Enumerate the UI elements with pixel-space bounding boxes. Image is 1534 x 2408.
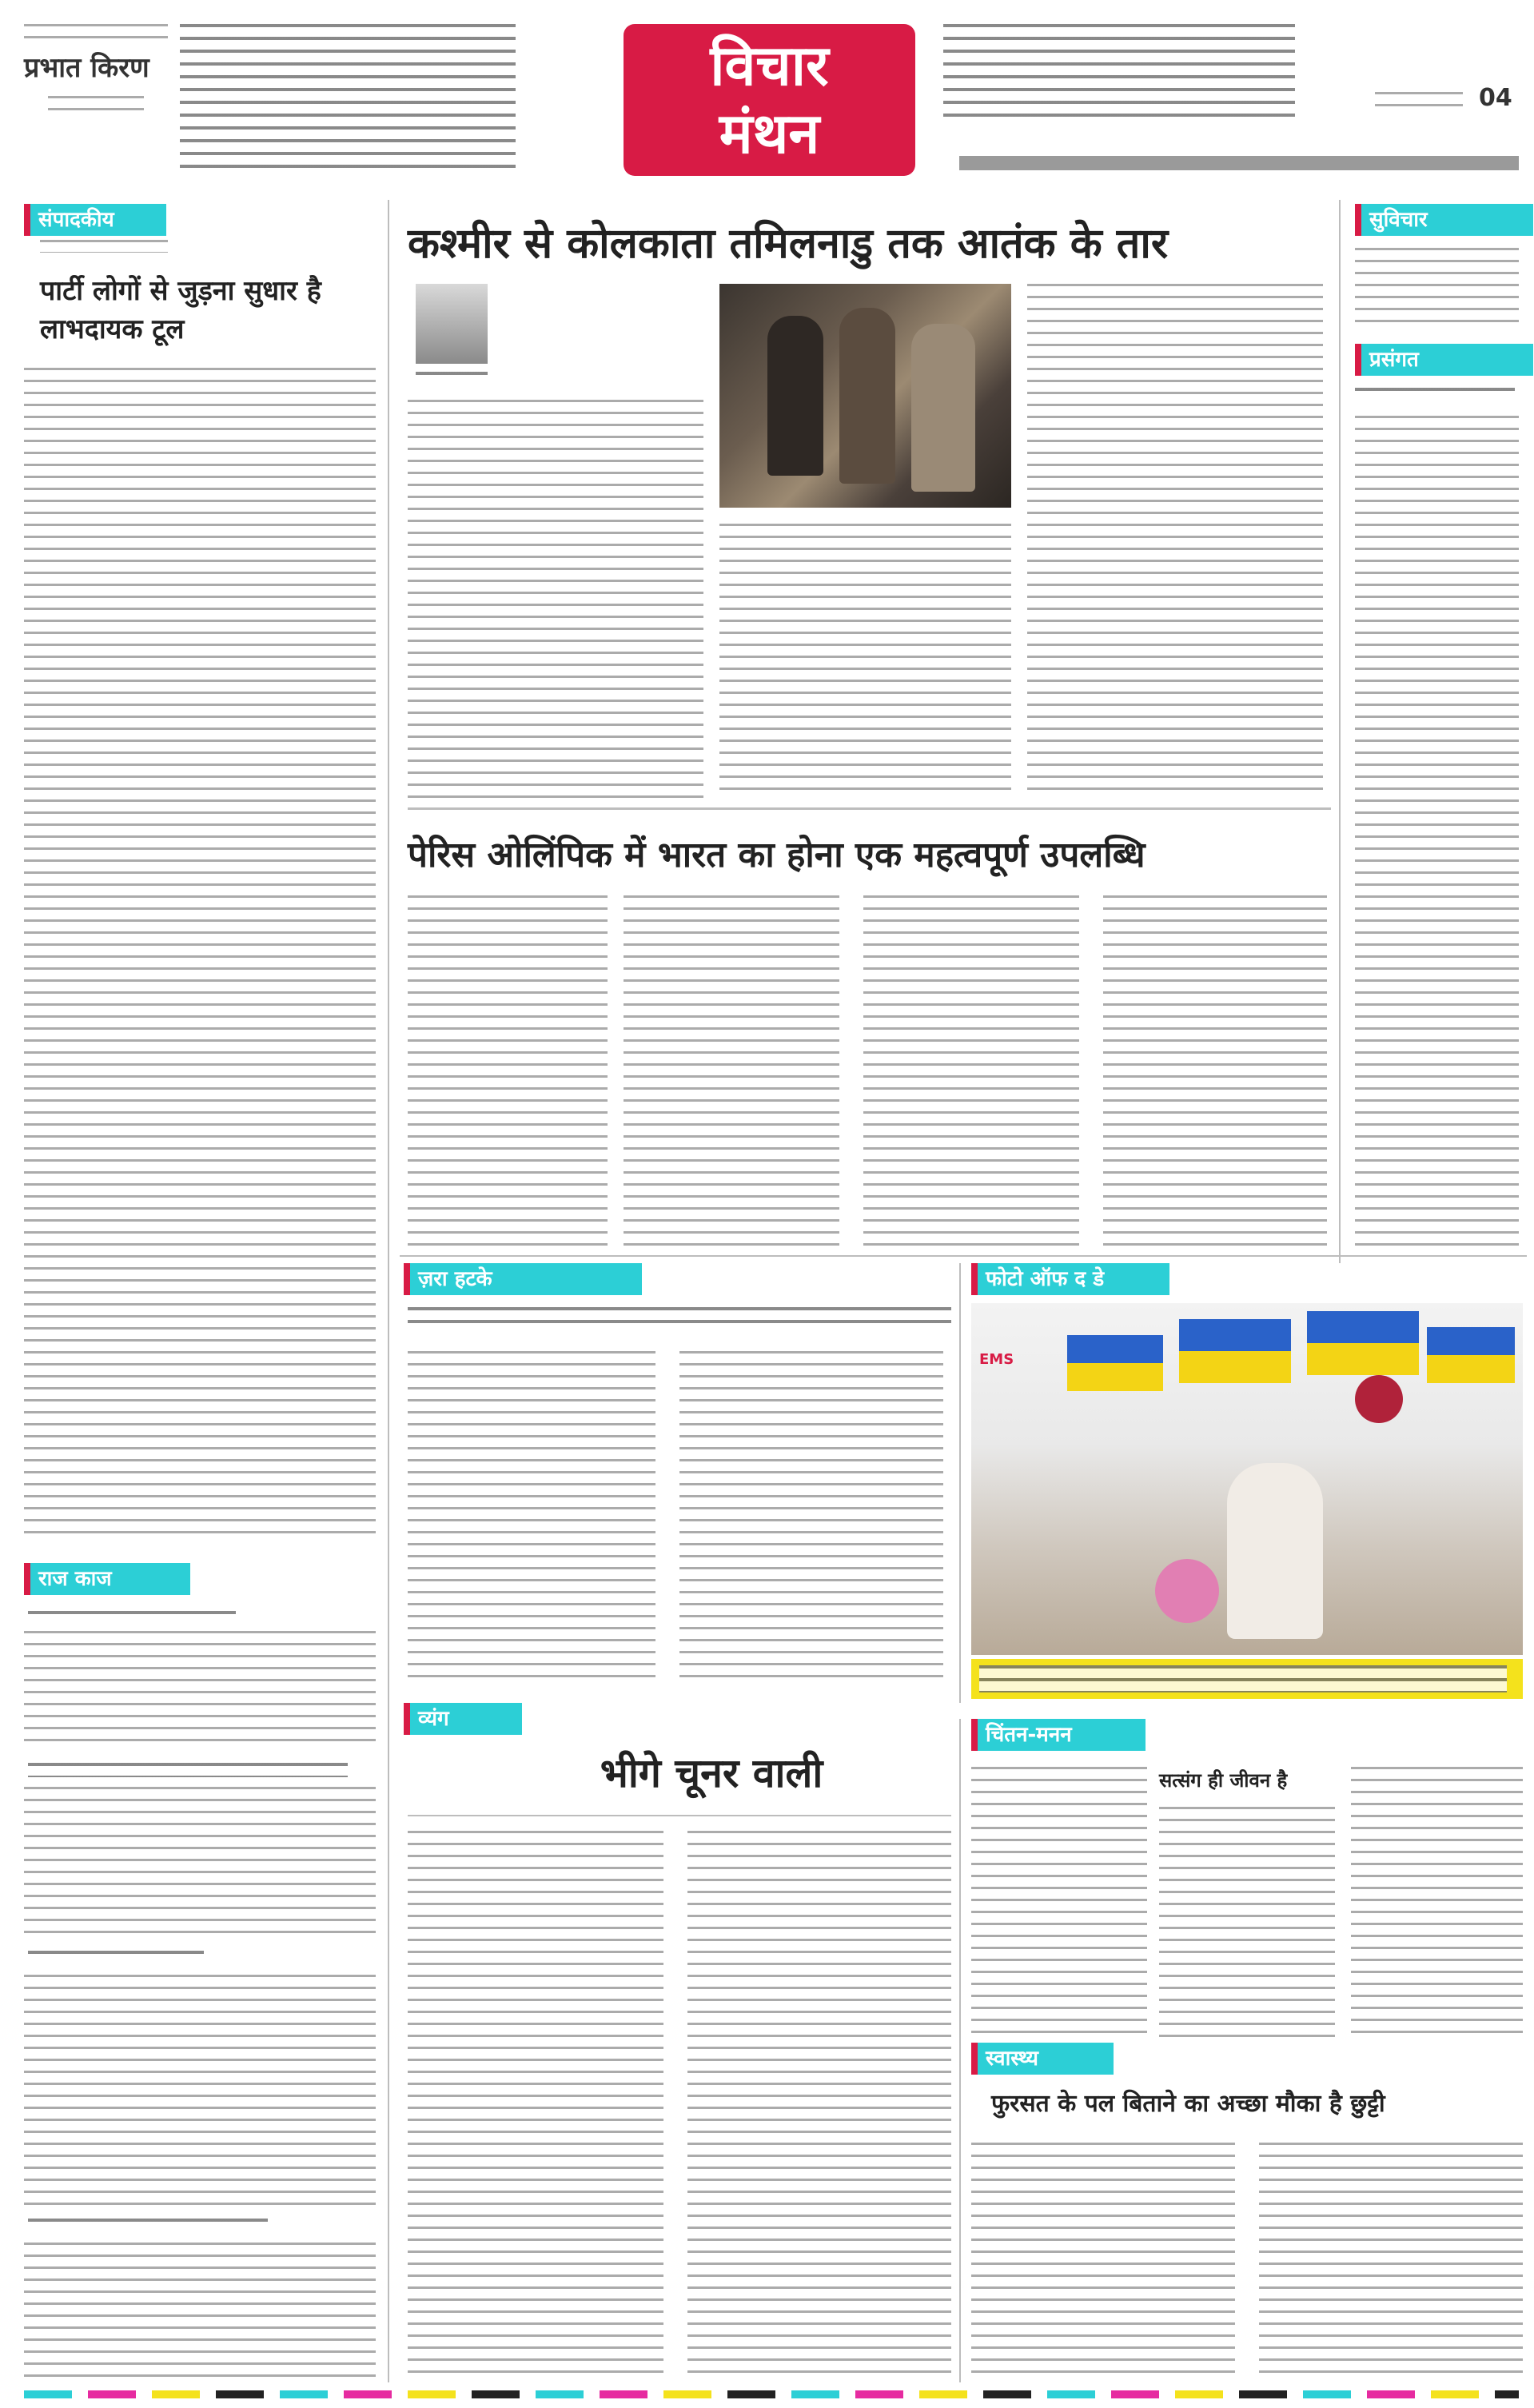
raj-kaaj-body-1 <box>24 1631 376 1751</box>
swasthya-headline: फुरसत के पल बिताने का अच्छा मौका है छुट्टी <box>991 2090 1385 2118</box>
chintan-body-2 <box>1159 1807 1335 2039</box>
zara-hatke-body-1 <box>408 1351 655 1687</box>
main-body-col-2 <box>719 524 1011 799</box>
roses <box>1355 1375 1403 1423</box>
author-photo <box>416 284 488 364</box>
section-tag-vyang: व्यंग <box>404 1703 522 1735</box>
raj-kaaj-subhead-3 <box>28 1951 204 1963</box>
photo-figure-1 <box>767 316 823 476</box>
flag-2 <box>1179 1319 1291 1383</box>
paper-name: प्रभात किरण <box>24 52 149 84</box>
suvichar-body <box>1355 248 1519 328</box>
flag-4 <box>1427 1327 1515 1383</box>
section-tag-photo-of-day: फोटो ऑफ द डे <box>971 1263 1169 1295</box>
logo-line-2: मंथन <box>719 101 820 166</box>
masthead-tagline-block <box>24 24 168 40</box>
raj-kaaj-body-4 <box>24 2243 376 2378</box>
main-story-bottom-rule <box>408 807 1331 810</box>
raj-kaaj-body-2 <box>24 1787 376 1939</box>
left-column-divider <box>388 200 389 2382</box>
second-headline: पेरिस ओलिंपिक में भारत का होना एक महत्वपूर्ण उपलब्धि <box>408 835 1146 875</box>
page-number: 04 <box>1479 84 1512 112</box>
swasthya-body-2 <box>1259 2143 1523 2382</box>
section-tag-prasangvash: प्रसंगत <box>1355 344 1533 376</box>
photo-credit-logo: EMS <box>979 1351 1014 1368</box>
second-body-col-4 <box>1103 895 1327 1247</box>
chintan-body-1 <box>971 1767 1147 2039</box>
section-tag-editorial: संपादकीय <box>24 204 166 236</box>
section-tag-zara-hatke: ज़रा हटके <box>404 1263 642 1295</box>
main-headline: कश्मीर से कोलकाता तमिलनाडु तक आतंक के तार <box>408 220 1169 268</box>
child-figure <box>1227 1463 1323 1639</box>
swasthya-body-1 <box>971 2143 1235 2382</box>
main-body-col-3 <box>1027 284 1323 799</box>
author-name <box>416 372 488 383</box>
photo-figure-2 <box>839 308 895 484</box>
section-tag-raj-kaaj: राज काज <box>24 1563 190 1595</box>
second-body-col-1 <box>408 895 608 1247</box>
second-body-col-2 <box>624 895 839 1247</box>
zara-hatke-divider <box>959 1263 961 1703</box>
vyang-body-2 <box>687 1831 951 2382</box>
zara-hatke-body-2 <box>679 1351 943 1687</box>
militants-photo <box>719 284 1011 508</box>
photo-of-day-image <box>971 1303 1523 1655</box>
zara-hatke-headline <box>408 1307 951 1331</box>
vichar-manthan-logo <box>624 24 915 176</box>
color-registration-strip <box>24 2390 1519 2398</box>
section-tag-swasthya: स्वास्थ्य <box>971 2043 1114 2075</box>
main-body-col-1 <box>408 400 703 799</box>
right-column-divider <box>1339 200 1341 1263</box>
page-info <box>1375 92 1463 106</box>
lower-section-top-rule <box>400 1255 1527 1257</box>
masthead-teaser-left <box>180 24 516 168</box>
photo-caption-text <box>979 1665 1507 1692</box>
raj-kaaj-subhead-2 <box>28 1763 348 1777</box>
flag-1 <box>1067 1335 1163 1391</box>
masthead <box>0 0 1534 180</box>
vyang-body-1 <box>408 1831 663 2382</box>
raj-kaaj-subhead-1 <box>28 1611 236 1624</box>
chintan-body-3 <box>1351 1767 1523 2039</box>
vyang-divider <box>959 1719 961 2382</box>
editorial-body-1 <box>24 368 376 1543</box>
masthead-date-block <box>48 96 144 112</box>
photo-caption-bar <box>971 1659 1523 1699</box>
vyang-rule <box>408 1815 951 1816</box>
flag-3 <box>1307 1311 1419 1375</box>
photo-figure-3 <box>911 324 975 492</box>
prasangvash-body <box>1355 416 1519 1247</box>
editorial-dateline <box>40 240 168 253</box>
masthead-teaser-right <box>943 24 1295 120</box>
editorial-headline: पार्टी लोगों से जुड़ना सुधार है लाभदायक टूल <box>40 275 321 345</box>
chintan-headline: सत्संग ही जीवन है <box>1159 1769 1288 1792</box>
raj-kaaj-subhead-4 <box>28 2219 268 2231</box>
section-tag-suvichar: सुविचार <box>1355 204 1533 236</box>
logo-line-1: विचार <box>710 33 829 98</box>
vyang-headline: भीगे चूनर वाली <box>600 1750 823 1796</box>
child-pink-hat <box>1155 1559 1219 1623</box>
prasangvash-subhead <box>1355 388 1515 401</box>
masthead-rule <box>959 156 1519 170</box>
raj-kaaj-body-3 <box>24 1975 376 2207</box>
second-body-col-3 <box>863 895 1079 1247</box>
section-tag-chintan-manan: चिंतन-मनन <box>971 1719 1146 1751</box>
